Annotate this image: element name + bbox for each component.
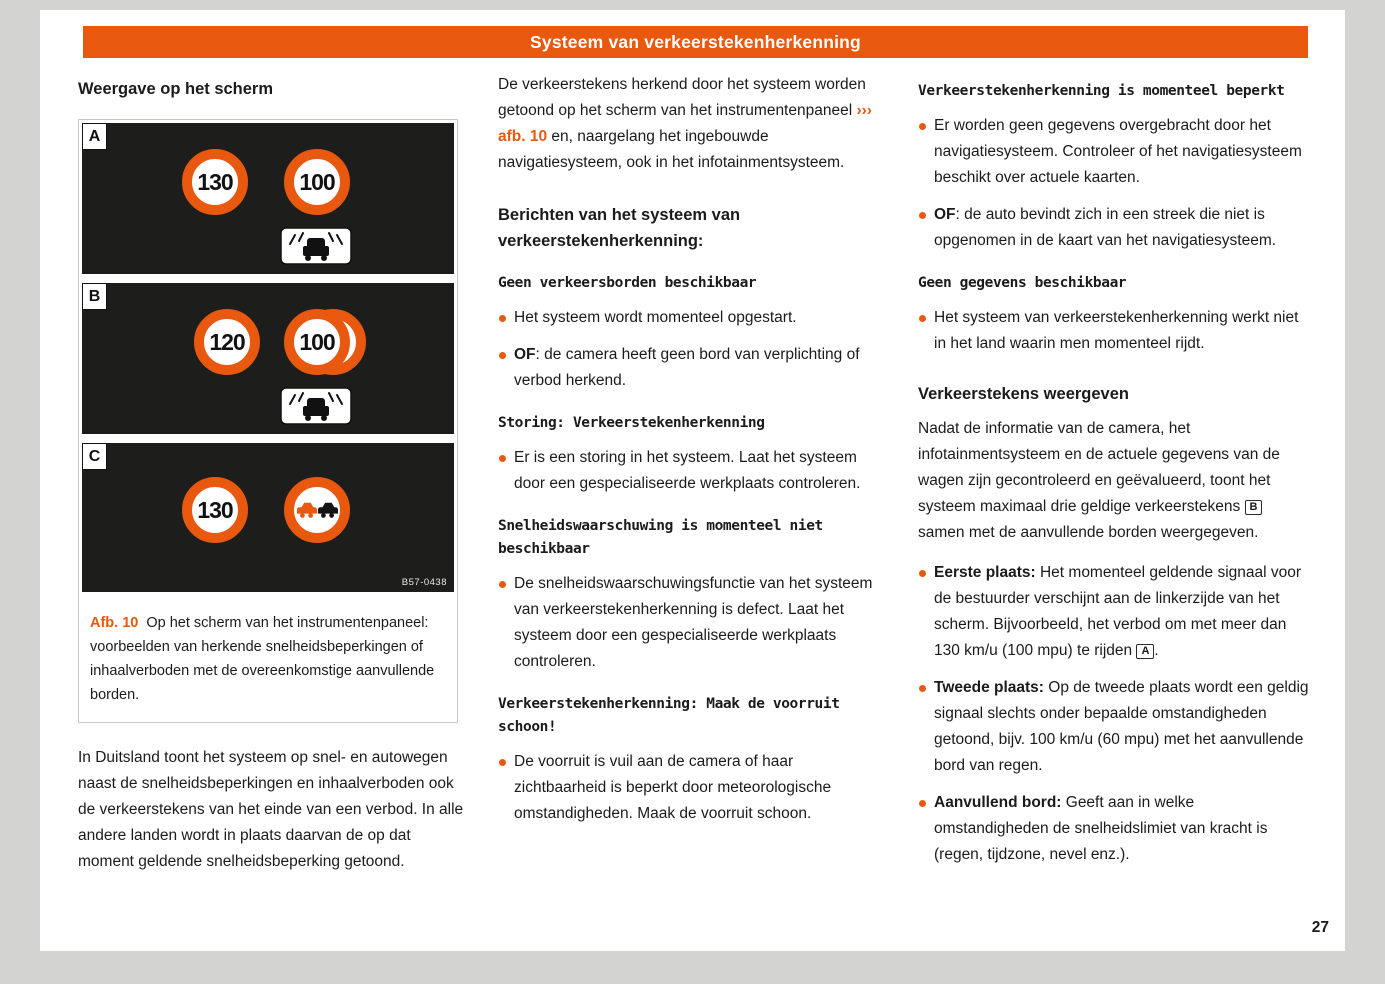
bullet-text: Er worden geen gegevens overgebracht door het navigatiesysteem. Controleer of het navigatiesysteem beschikt over actuele kaarten. <box>934 117 1302 186</box>
message-title-storing: Storing: Verkeerstekenherkenning <box>498 415 765 431</box>
column-middle <box>498 72 886 838</box>
bullet-item <box>918 790 1310 868</box>
column-right <box>918 72 1310 879</box>
paragraph-duitsland: In Duitsland toont het systeem op snel- en autowegen naast de snelheidsbeperkingen en inhaalverboden ook de verkeerstekens van het einde van een verbod. In alle andere landen wordt in plaats daarvan de op dat moment geldende snelheidsbeperking getoond. <box>78 749 464 870</box>
bullet-text: Geeft aan in welke omstandigheden de snelheidslimiet van kracht is (regen, tijdzone, nevel enz.). <box>934 794 1268 863</box>
page-number: 27 <box>1311 919 1329 936</box>
bullet-text: Op de tweede plaats wordt een geldig signaal slechts onder bepaalde omstandigheden getoond, bijv. 100 km/u (60 mpu) met het aanvullende bord van regen. <box>934 679 1309 774</box>
no-overtaking-cars-icon <box>296 499 338 521</box>
intro-paragraph <box>498 72 886 176</box>
panel-label-b: B <box>82 283 107 310</box>
bullet-item <box>498 749 886 827</box>
speed-limit-100-sign <box>284 149 350 215</box>
display-paragraph <box>918 416 1310 546</box>
figure-panel-c <box>82 443 454 592</box>
speed-value: 100 <box>299 328 335 355</box>
section-heading-weergeven: Verkeerstekens weergeven <box>918 385 1129 403</box>
figure-afb-10 <box>78 119 458 723</box>
message-title-snelheidswaarschuwing: Snelheidswaarschuwing is momenteel niet beschikbaar <box>498 518 823 557</box>
bullet-lead: Tweede plaats: <box>934 679 1044 696</box>
intro-post: en, naargelang het ingebouwde navigatiesysteem, ook in het infotainmentsysteem. <box>498 128 845 171</box>
bullet-text-end: . <box>1154 642 1159 659</box>
page-title: Systeem van verkeerstekenherkenning <box>83 26 1308 58</box>
figure-caption-text: Op het scherm van het instrumentenpaneel: voorbeelden van herkende snelheidsbeperkingen of inhaalverboden met de overeenkomstige aanvullende borden. <box>90 615 435 703</box>
panel-label-a: A <box>82 123 107 150</box>
bullet-item <box>918 202 1310 254</box>
bullet-lead: OF <box>514 346 536 363</box>
intro-pre: De verkeerstekens herkend door het systeem worden getoond op het scherm van het instrumentenpaneel <box>498 76 866 119</box>
bullet-text: Het momenteel geldende signaal voor de bestuurder verschijnt aan de linkerzijde van het scherm. Bijvoorbeeld, het verbod om met meer dan 130 km/u (100 mpu) te rijden <box>934 564 1302 659</box>
figure-code: B57-0438 <box>401 577 447 588</box>
bullet-text: Het systeem wordt momenteel opgestart. <box>514 309 797 326</box>
speed-limit-120-sign <box>194 309 260 375</box>
bullet-text: Er is een storing in het systeem. Laat het systeem door een gespecialiseerde werkplaats controleren. <box>514 449 861 492</box>
bullet-item <box>498 305 886 331</box>
bullet-lead: Aanvullend bord: <box>934 794 1062 811</box>
bullet-text: De voorruit is vuil aan de camera of haar zichtbaarheid is beperkt door meteorologische omstandigheden. Maak de voorruit schoon. <box>514 753 832 822</box>
bullet-item <box>918 113 1310 191</box>
figure-caption <box>82 601 454 719</box>
display-para-pre: Nadat de informatie van de camera, het infotainmentsysteem en de actuele gegevens van de wagen zijn gecontroleerd en geëvalueerd, toont het systeem maximaal drie geldige verkeerstekens <box>918 420 1280 515</box>
bullet-item <box>498 571 886 675</box>
display-para-post: samen met de aanvullende borden weergegeven. <box>918 524 1259 541</box>
speed-limit-100-sign <box>284 309 350 375</box>
message-title-geen-verkeersborden: Geen verkeersborden beschikbaar <box>498 275 757 291</box>
speed-value: 120 <box>209 328 245 355</box>
bullet-lead: OF <box>934 206 956 223</box>
bullet-item <box>918 675 1310 779</box>
bullet-item <box>918 560 1310 664</box>
bullet-item <box>498 445 886 497</box>
bullet-text: Het systeem van verkeerstekenherkenning werkt niet in het land waarin men momenteel rijdt. <box>934 309 1299 352</box>
bullet-item <box>498 342 886 394</box>
speed-value: 130 <box>197 168 233 195</box>
figure-panel-b <box>82 283 454 434</box>
bullet-text: : de camera heeft geen bord van verplichting of verbod herkend. <box>514 346 860 389</box>
speed-limit-130-sign <box>182 477 248 543</box>
speed-value: 130 <box>197 496 233 523</box>
figure-reference-link[interactable]: afb. 10 <box>498 128 548 145</box>
message-title-voorruit: Verkeerstekenherkenning: Maak de voorruit schoon! <box>498 696 840 735</box>
bullet-text: De snelheidswaarschuwingsfunctie van het systeem van verkeerstekenherkenning is defect. Laat het systeem door een gespecialiseerde werkplaats controleren. <box>514 575 873 670</box>
panel-label-c: C <box>82 443 107 470</box>
message-title-geen-gegevens: Geen gegevens beschikbaar <box>918 275 1127 291</box>
speed-limit-130-sign <box>182 149 248 215</box>
key-letter-b: B <box>1245 500 1263 515</box>
no-overtaking-sign <box>284 477 350 543</box>
wet-road-sign <box>280 387 352 425</box>
section-heading-weergave: Weergave op het scherm <box>78 80 274 98</box>
message-title-beperkt: Verkeerstekenherkenning is momenteel beperkt <box>918 83 1285 99</box>
messages-heading: Berichten van het systeem van verkeerstekenherkenning: <box>498 206 741 250</box>
bullet-text: : de auto bevindt zich in een streek die niet is opgenomen in de kaart van het navigatiesysteem. <box>934 206 1277 249</box>
key-letter-a: A <box>1136 644 1154 659</box>
figure-panel-a <box>82 123 454 274</box>
wet-road-sign <box>280 227 352 265</box>
column-left <box>78 72 464 875</box>
figure-caption-label: Afb. 10 <box>90 615 139 631</box>
reference-arrows-icon: ››› <box>856 102 872 119</box>
speed-value: 100 <box>299 168 335 195</box>
manual-page <box>40 10 1345 951</box>
bullet-item <box>918 305 1310 357</box>
bullet-lead: Eerste plaats: <box>934 564 1036 581</box>
